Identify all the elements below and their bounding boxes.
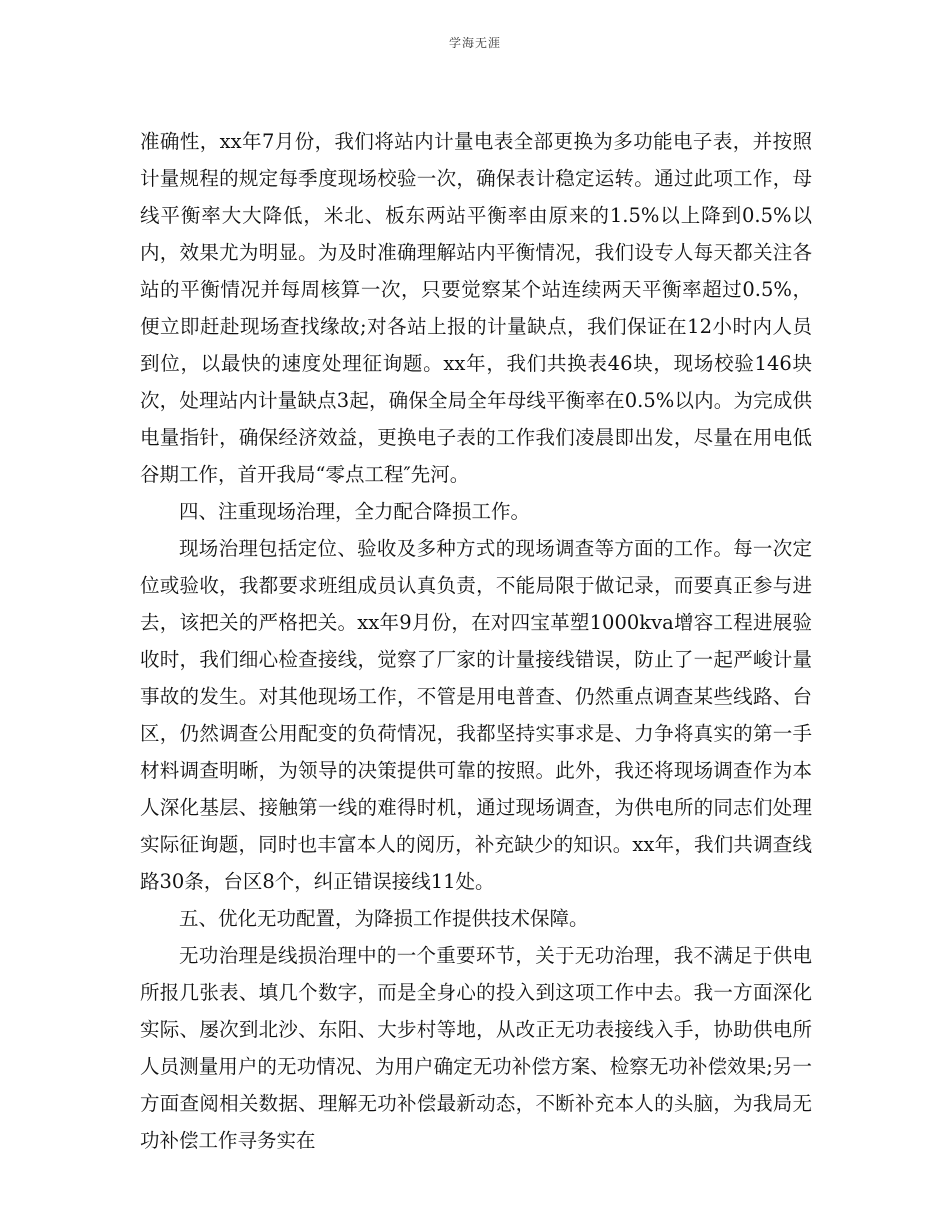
paragraph-field-management: 现场治理包括定位、验收及多种方式的现场调查等方面的工作。每一次定位或验收，我都要求班组成员认真负责，不能局限于做记录，而要真正参与进去，该把关的严格把关。xx年9月份，在对四宝革塑1000kva增容工程进展验收时，我们细心检查接线，觉察了厂家的计量接线错误，防止了一起严峻计量事故的发生。对其他现场工作，不管是用电普查、仍然重点调查某些线路、台区，仍然调查公用配变的负荷情况，我都坚持实事求是、力争将真实的第一手材料调查明晰，为领导的决策提供可靠的按照。此外，我还将现场调查作为本人深化基层、接触第一线的难得时机，通过现场调查，为供电所的同志们处理实际征询题，同时也丰富本人的阅历，补充缺少的知识。xx年，我们共调查线路30条，台区8个，纠正错误接线11处。 <box>140 537 812 893</box>
section-heading-5: 五、优化无功配置，为降损工作提供技术保障。 <box>179 907 589 930</box>
paragraph-continuation: 准确性，xx年7月份，我们将站内计量电表全部更换为多功能电子表，并按照计量规程的规定每季度现场校验一次，确保表计稳定运转。通过此项工作，母线平衡率大大降低，米北、板东两站平衡率由原来的1.5%以上降到0.5%以内，效果尤为明显。为及时准确理解站内平衡情况，我们设专人每天都关注各站的平衡情况并每周核算一次，只要觉察某个站连续两天平衡率超过0.5%，便立即赶赴现场查找缘故;对各站上报的计量缺点，我们保证在12小时内人员到位，以最快的速度处理征询题。xx年，我们共换表46块，现场校验146块次，处理站内计量缺点3起，确保全局全年母线平衡率在0.5%以内。为完成供电量指针，确保经济效益，更换电子表的工作我们凌晨即出发，尽量在用电低谷期工作，首开我局“零点工程″先河。 <box>140 130 812 486</box>
section-heading-4: 四、注重现场治理，全力配合降损工作。 <box>179 500 531 523</box>
page-header: 学海无涯 <box>448 36 501 50</box>
paragraph-reactive-power: 无功治理是线损治理中的一个重要环节，关于无功治理，我不满足于供电所报几张表、填几个数字，而是全身心的投入到这项工作中去。我一方面深化实际、屡次到北沙、东阳、大步村等地，从改正无功表接线入手，协助供电所人员测量用户的无功情况、为用户确定无功补偿方案、检察无功补偿效果;另一方面查阅相关数据、理解无功补偿最新动态，不断补充本人的头脑，为我局无功补偿工作寻务实在 <box>140 944 812 1152</box>
document-body <box>140 123 812 1159</box>
